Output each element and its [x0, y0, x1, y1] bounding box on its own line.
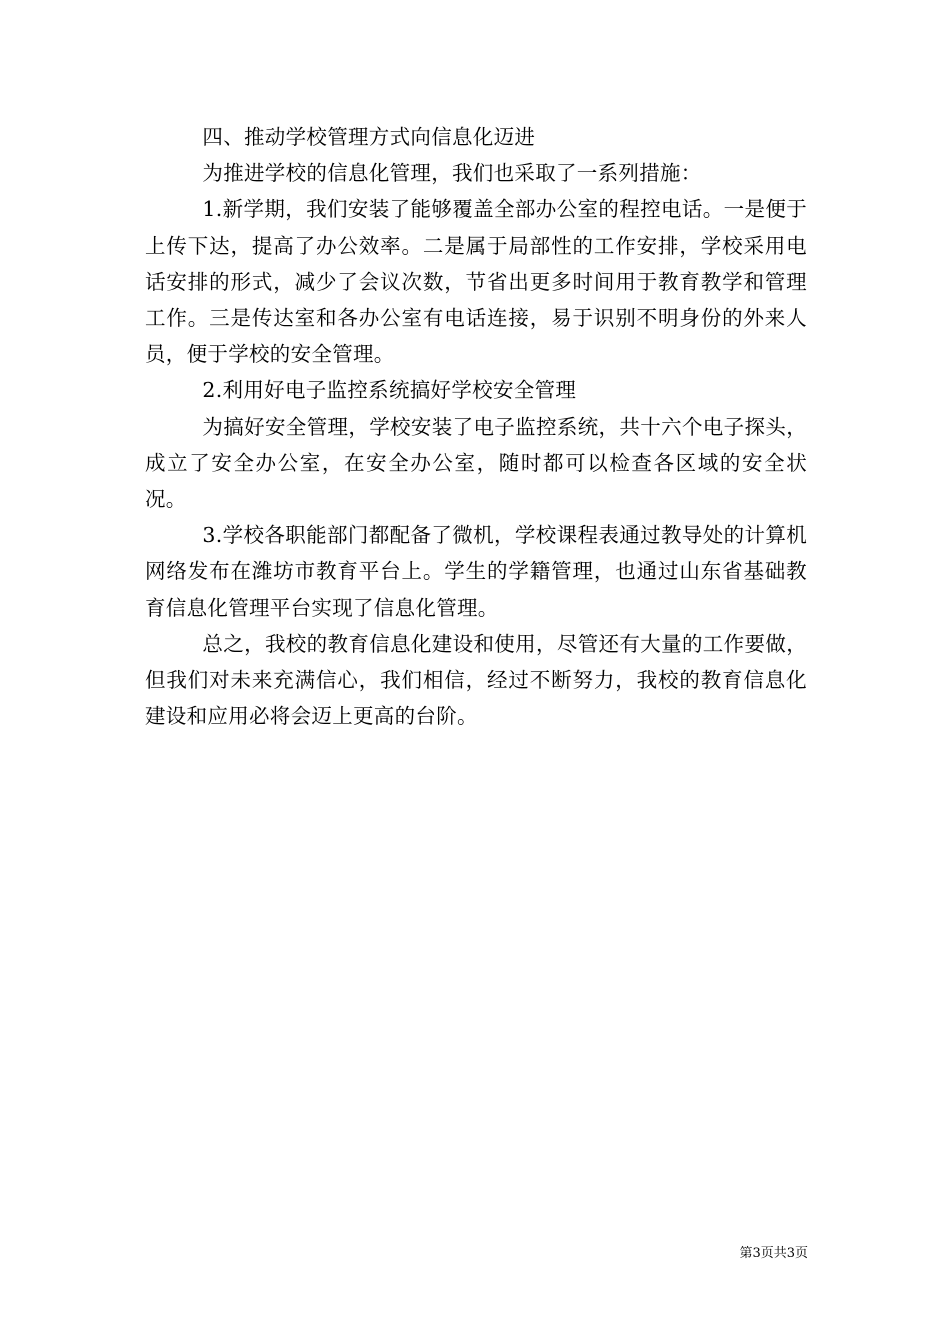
item-2-paragraph: 为搞好安全管理，学校安装了电子监控系统，共十六个电子探头，成立了安全办公室，在安全办公室，随时都可以检查各区域的安全状况。	[145, 414, 807, 512]
document-body	[145, 119, 807, 734]
intro-paragraph: 为推进学校的信息化管理，我们也采取了一系列措施：	[202, 161, 702, 186]
item-3-paragraph: 3.学校各职能部门都配备了微机，学校课程表通过教导处的计算机网络发布在潍坊市教育平台上。学生的学籍管理，也通过山东省基础教育信息化管理平台实现了信息化管理。	[145, 523, 807, 620]
section-heading: 四、推动学校管理方式向信息化迈进	[202, 125, 536, 149]
item-1-paragraph: 1.新学期，我们安装了能够覆盖全部办公室的程控电话。一是便于上传下达，提高了办公效率。二是属于局部性的工作安排，学校采用电话安排的形式，减少了会议次数，节省出更多时间用于教育教学和管理工作。三是传达室和各办公室有电话连接，易于识别不明身份的外来人员，便于学校的安全管理。	[145, 197, 807, 367]
conclusion-paragraph: 总之，我校的教育信息化建设和使用，尽管还有大量的工作要做，但我们对未来充满信心，我们相信，经过不断努力，我校的教育信息化建设和应用必将会迈上更高的台阶。	[145, 631, 807, 729]
page-number-footer: 第3页共3页	[739, 1246, 808, 1261]
item-2-heading: 2.利用好电子监控系统搞好学校安全管理	[202, 378, 577, 403]
